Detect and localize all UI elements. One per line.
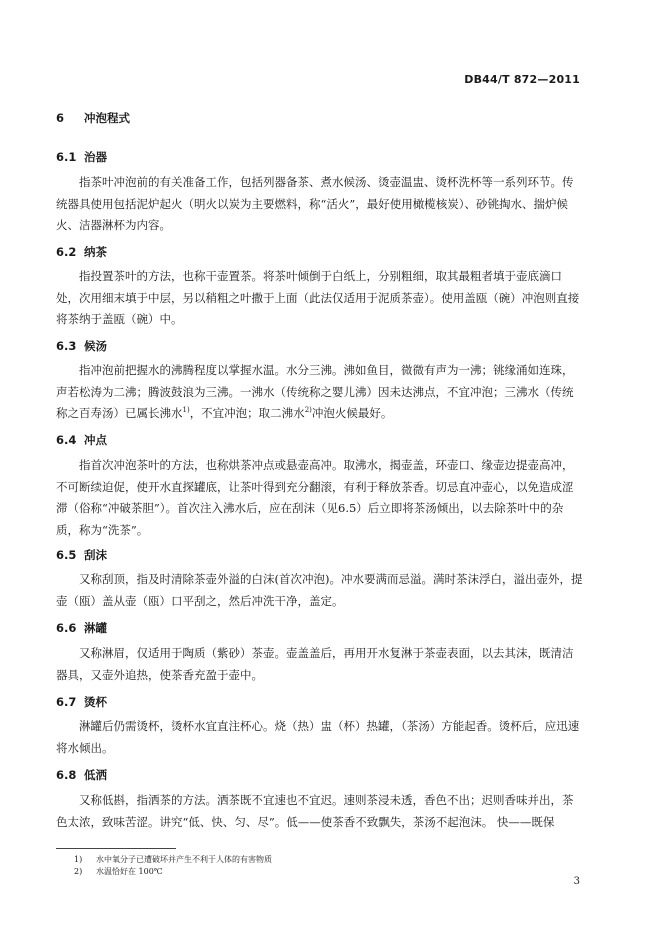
- footnote-1: [74, 854, 272, 865]
- subsection-heading-6-6: [56, 620, 107, 636]
- footnote-text: 水中氧分子已遭破坏并产生不利于人体的有害物质: [96, 855, 272, 864]
- subsection-heading-6-5: [56, 547, 107, 563]
- subsection-number: 6.2: [56, 245, 77, 259]
- subsection-title: 低洒: [84, 768, 107, 782]
- paragraph-6-3: [56, 360, 584, 425]
- paragraph-6-8: 又称低斟，指洒茶的方法。洒茶既不宜速也不宜迟。速则茶浸未透，香色不出；迟则香味并出，茶色太浓，致味苦涩。讲究“低、快、匀、尽”。低——使茶香不致飘失，茶汤不起泡沫。 快——既保: [56, 793, 574, 829]
- paragraph-6-4: 指首次冲泡茶叶的方法，也称烘茶冲点或悬壶高冲。取沸水，揭壶盖，环壶口、缘壶边提壶高冲，不可断续迫促，使开水直探罐底，让茶叶得到充分翻滚，有利于释放茶香。切忌直冲壶心，以免造成涩滞（俗称“冲破茶胆”）。首次注入沸水后，应在刮沫（见6.5）后立即将茶汤倾出，以去除茶叶中的杂质，称为“洗茶”。: [56, 458, 574, 537]
- subsection-heading-6-4: [56, 432, 107, 448]
- subsection-number: 6.1: [56, 150, 77, 164]
- footnote-divider: [56, 848, 176, 849]
- footnote-text: 水温恰好在 100℃: [96, 867, 163, 876]
- footnote-mark: 1): [74, 855, 83, 864]
- footnote-2: [74, 866, 163, 877]
- subsection-number: 6.4: [56, 433, 77, 447]
- paragraph-6-1: 指茶叶冲泡前的有关准备工作，包括列器备茶、煮水候汤、烫壶温盅、烫杯洗杯等一系列环节。传统器具使用包括泥炉起火（明火以炭为主要燃料，称“活火”，最好使用橄榄核炭）、砂铫掏水、揣炉候火、洁器淋杯为内容。: [56, 175, 574, 232]
- section-heading: [56, 110, 130, 126]
- paragraph-text: 指冲泡前把握水的沸腾程度以掌握水温。水分三沸。沸如鱼目，微微有声为一沸；铫缘涌如连珠，声若松涛为二沸；腾波鼓浪为三沸。一沸水（传统称之婴儿沸）因未达沸点，不宜冲泡；三沸水（传统称之百寿汤）已属长沸水: [56, 363, 574, 420]
- footnote-ref: 1): [182, 406, 190, 415]
- paragraph-6-7: 淋罐后仍需烫杯，烫杯水宜直注杯心。烧（热）盅（杯）热罐，（茶汤）方能起香。烫杯后，应迅速将水倾出。: [56, 719, 580, 755]
- subsection-heading-6-1: [56, 149, 107, 165]
- subsection-title: 烫杯: [84, 695, 107, 709]
- paragraph-text: 冲泡火候最好。: [311, 406, 393, 420]
- subsection-heading-6-8: [56, 767, 107, 783]
- paragraph-6-5: 又称刮顶，指及时清除茶壶外溢的白沫(首次冲泡)。冲水要满而忌溢。满时茶沫浮白，溢出壶外，提壶（瓯）盖从壶（瓯）口平刮之，然后冲洗干净，盖定。: [56, 572, 583, 608]
- subsection-heading-6-7: [56, 694, 107, 710]
- subsection-title: 治器: [84, 150, 107, 164]
- subsection-number: 6.7: [56, 695, 77, 709]
- section-number: 6: [56, 111, 65, 125]
- subsection-heading-6-2: [56, 244, 107, 260]
- paragraph-text: ，不宜冲泡；取二沸水: [189, 406, 305, 420]
- section-title: 冲泡程式: [84, 111, 130, 125]
- subsection-title: 纳茶: [84, 245, 107, 259]
- page-number: 3: [573, 876, 580, 887]
- standard-code: DB44/T 872—2011: [464, 73, 580, 86]
- subsection-title: 候汤: [84, 339, 107, 353]
- paragraph-6-2: 指投置茶叶的方法，也称干壶置茶。将茶叶倾倒于白纸上，分别粗细，取其最粗者填于壶底滴口处，次用细末填于中层，另以稍粗之叶撒于上面（此法仅适用于泥质茶壶）。使用盖瓯（碗）冲泡则直接将茶纳于盖瓯（碗）中。: [56, 269, 580, 326]
- subsection-title: 冲点: [84, 433, 107, 447]
- footnote-mark: 2): [74, 867, 83, 876]
- subsection-number: 6.3: [56, 339, 77, 353]
- subsection-heading-6-3: [56, 338, 107, 354]
- subsection-number: 6.5: [56, 548, 77, 562]
- subsection-number: 6.6: [56, 621, 77, 635]
- subsection-title: 刮沫: [84, 548, 107, 562]
- footnote-ref: 2): [304, 406, 312, 415]
- subsection-number: 6.8: [56, 768, 77, 782]
- subsection-title: 淋罐: [84, 621, 107, 635]
- paragraph-6-6: 又称淋眉，仅适用于陶质（紫砂）茶壶。壶盖盖后，再用开水复淋于茶壶表面，以去其沫，既清洁器具，又壶外追热，使茶香充盈于壶中。: [56, 646, 574, 682]
